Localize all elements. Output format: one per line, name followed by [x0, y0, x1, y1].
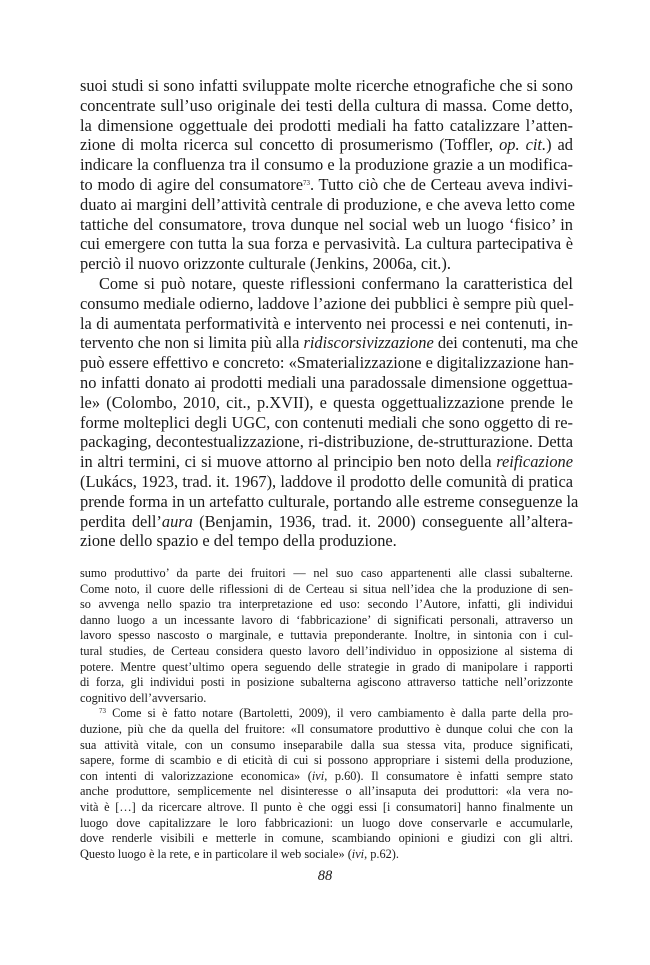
text-line: concentrate sull’uso originale dei testi della cultura di massa. Come detto,	[80, 95, 573, 115]
footnote-line: dove renderle visibili e metterle in comune, scambiando opinioni e giudizi con gli altri.	[80, 831, 573, 846]
footnote-line: vità è […] da ricercare altrove. Il punto è che oggi essi [i consumatori] hanno finalmente un	[80, 799, 573, 814]
footnote-line: Questo luogo è la rete, e in particolare il web sociale» (ivi, p.62).	[80, 846, 399, 861]
text-line: packaging, decontestualizzazione, ri-distribuzione, de-strutturazione. Detta	[80, 432, 573, 452]
text-line: suoi studi si sono infatti sviluppate molte ricerche etnografiche che si sono	[80, 76, 573, 95]
footnote-line: cognitivo dell’avversario.	[80, 690, 207, 705]
text-line: duato ai margini dell’attività centrale di produzione, e che aveva letto come	[80, 194, 575, 214]
text-line: in altri termini, ci si muove attorno al principio ben noto della reificazione	[80, 452, 573, 472]
text-line: no infatti donato ai prodotti mediali una paradossale dimensione oggettua-	[80, 372, 573, 392]
italic-term: reificazione	[496, 452, 573, 472]
text-line: to modo di agire del consumatore$^{73}$. Tutto ciò che de Certeau aveva indivi-	[80, 174, 573, 194]
page-number: 88	[317, 868, 333, 884]
text-line: zione di molta ricerca sul concetto di prosumerismo (Toffler, op. cit.) ad	[80, 135, 573, 155]
text-line: zione dello spazio e del tempo della produzione.	[80, 531, 397, 551]
footnote-line: danno luogo a un incessante lavoro di ‘fabbricazione’ di significati personali, attraverso un	[80, 612, 573, 627]
italic-term: aura	[161, 511, 193, 531]
footnote-line: duzione, più che da quella del fruitore: «Il consumatore produttivo è dunque colui che con la	[80, 721, 573, 736]
text-line: forme molteplici degli UGC, con contenuti mediali che sono oggetto di re-	[80, 412, 573, 432]
footnote-ref-73[interactable]: 73	[303, 178, 311, 187]
footnote-line: anche produttore, semplicemente nel disinteresse o all’insaputa dei produttori: «la vera no-	[80, 784, 573, 799]
footnote-line: Come noto, il cuore delle riflessioni di de Certeau si situa nell’idea che la produzione di sen-	[80, 581, 573, 596]
paragraph-2	[80, 273, 579, 551]
footnote-line: $^{73}$ Come si è fatto notare (Bartoletti, 2009), il vero cambiamento è dalla parte della pro-	[99, 706, 573, 721]
footnote-number: 73	[99, 707, 106, 716]
footnote-line: con intenti di valorizzazione economica» (ivi, p.60). Il consumatore è infatti sempre stato	[80, 768, 573, 783]
text-line: prende forma in un artefatto culturale, portando alle estreme conseguenze la	[80, 491, 579, 511]
footnote-line: sapere, forme di scambio e di eticità di cui si possono appropriare i sistemi della produzione,	[80, 753, 573, 768]
text-line: (Lukács, 1923, trad. it. 1967), laddove il prodotto delle comunità di pratica	[80, 471, 573, 491]
footnote-line: sua attività vitale, con un consumo inseparabile dalla sua stessa vita, produce significati,	[80, 737, 573, 752]
italic-term: ridiscorsivizzazione	[303, 333, 434, 353]
text-line: la dimensione oggettuale dei prodotti mediali ha fatto catalizzare l’atten-	[80, 115, 573, 135]
footnote-line: lavoro spesso nascosto o marginale, e tuttavia preponderante. Inoltre, in sintonia con i cul-	[80, 628, 573, 643]
text-line: perciò il nuovo orizzonte culturale (Jenkins, 2006a, cit.).	[80, 254, 451, 274]
footnote-73	[80, 706, 573, 862]
text-line: cui emergere con tutta la sua forza e pervasività. La cultura partecipativa è	[80, 234, 573, 254]
footnote-line: di forza, gli individui posti in posizione subalterna agiscono attraverso tattiche nell’orizzonte	[80, 675, 573, 690]
text-line: indicare la confluenza tra il consumo e la produzione grazie a un modifica-	[80, 155, 573, 175]
footnote-line: luogo dove capitalizzare le loro fabbricazioni: un luogo dove conservarle e accumularle,	[80, 815, 573, 830]
text-line: può essere effettivo e concreto: «Smaterializzazione e digitalizzazione han-	[80, 353, 574, 373]
footnote-line: potere. Mentre quest’ultimo opera seguendo delle strategie in grado di manipolare i rapporti	[80, 659, 573, 674]
text-line: le» (Colombo, 2010, cit., p.XVII), e questa oggettualizzazione prende le	[80, 392, 573, 412]
footnotes	[80, 566, 573, 862]
text-line: tattiche del consumatore, trova dunque nel social web un luogo ‘fisico’ in	[80, 214, 573, 234]
footnote-line: so avvenga nello spazio tra interpretazione ed uso: secondo l’Autore, infatti, gli individui	[80, 597, 573, 612]
footnote-line: tural studies, de Certeau considera questo lavoro dell’individuo in opposizione al sistema di	[80, 643, 573, 658]
text-line: tervento che non si limita più alla ridiscorsivizzazione dei contenuti, ma che	[80, 333, 579, 353]
text-line: Come si può notare, queste riflessioni confermano la caratteristica del	[99, 273, 573, 293]
italic-citation: op. cit.	[499, 135, 547, 155]
footnote-line: sumo produttivo’ da parte dei fruitori — nel suo caso appartenenti alle classi subalterne.	[80, 566, 573, 580]
text-line: consumo mediale odierno, laddove l’azione dei pubblici è sempre più quel-	[80, 293, 574, 313]
italic-citation: ivi	[311, 768, 325, 783]
text-line: la di aumentata performatività e intervento nei processi e nei contenuti, in-	[80, 313, 573, 333]
main-text	[80, 76, 579, 551]
text-line: perdita dell’aura (Benjamin, 1936, trad. it. 2000) conseguente all’altera-	[80, 511, 574, 531]
italic-citation: ivi	[351, 846, 365, 861]
footnote-continuation	[80, 566, 573, 706]
paragraph-1	[80, 76, 573, 274]
